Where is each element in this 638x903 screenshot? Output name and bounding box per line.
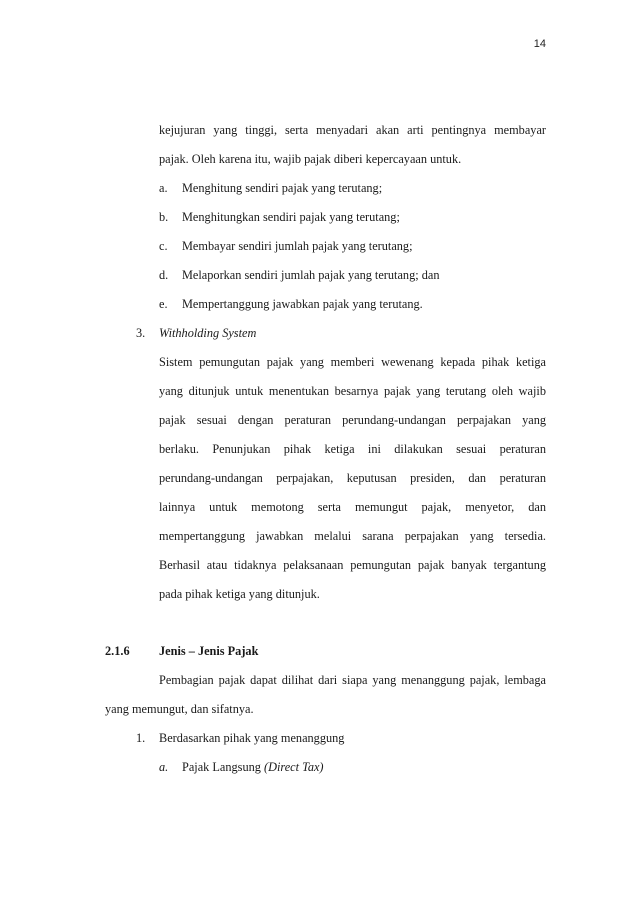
- sub-a-paren: (Direct Tax): [263, 760, 324, 774]
- list-marker: e.: [159, 297, 168, 311]
- withholding-line-5: perundang-undangan perpajakan, keputusan presiden, dan peraturan: [159, 471, 546, 485]
- withholding-line-6: lainnya untuk memotong serta memungut pajak, menyetor, dan: [159, 500, 546, 514]
- item-1-text: Berdasarkan pihak yang menanggung: [159, 731, 345, 745]
- intro-line-2: pajak. Oleh karena itu, wajib pajak diberi kepercayaan untuk.: [159, 152, 462, 166]
- item-3-marker: 3.: [136, 326, 146, 340]
- list-marker: b.: [159, 210, 169, 224]
- withholding-line-2: yang ditunjuk untuk menentukan besarnya pajak yang terutang oleh wajib: [159, 384, 546, 398]
- list-item: Menghitungkan sendiri pajak yang terutang;: [182, 210, 400, 224]
- list-marker: d.: [159, 268, 169, 282]
- sub-a-text: Pajak Langsung: [182, 760, 261, 774]
- list-item: Menghitung sendiri pajak yang terutang;: [182, 181, 383, 195]
- section-title: Jenis – Jenis Pajak: [159, 644, 259, 658]
- section-line-1: Pembagian pajak dapat dilihat dari siapa yang menanggung pajak, lembaga: [159, 673, 546, 687]
- withholding-line-7: mempertanggung jawabkan melalui sarana perpajakan yang tersedia.: [159, 529, 546, 543]
- withholding-line-3: pajak sesuai dengan peraturan perundang-undangan perpajakan yang: [159, 413, 546, 427]
- sub-a-line: [182, 759, 324, 775]
- list-marker: a.: [159, 181, 168, 195]
- list-item: Melaporkan sendiri jumlah pajak yang terutang; dan: [182, 268, 440, 282]
- withholding-line-8: Berhasil atau tidaknya pelaksanaan pemungutan pajak banyak tergantung: [159, 558, 546, 572]
- page-number: 14: [533, 38, 546, 50]
- withholding-line-9: pada pihak ketiga yang ditunjuk.: [159, 587, 320, 601]
- sub-a-marker: a.: [159, 760, 169, 774]
- withholding-line-1: Sistem pemungutan pajak yang memberi wewenang kepada pihak ketiga: [159, 355, 546, 369]
- intro-line-1: kejujuran yang tinggi, serta menyadari akan arti pentingnya membayar: [159, 123, 546, 137]
- withholding-line-4: berlaku. Penunjukan pihak ketiga ini dilakukan sesuai peraturan: [159, 442, 546, 456]
- list-item: Membayar sendiri jumlah pajak yang terutang;: [182, 239, 413, 253]
- section-number: 2.1.6: [105, 644, 130, 658]
- list-item: Mempertanggung jawabkan pajak yang terutang.: [182, 297, 423, 311]
- section-line-2: yang memungut, dan sifatnya.: [105, 702, 254, 716]
- item-3-title: Withholding System: [159, 326, 257, 340]
- item-1-marker: 1.: [136, 731, 146, 745]
- list-marker: c.: [159, 239, 168, 253]
